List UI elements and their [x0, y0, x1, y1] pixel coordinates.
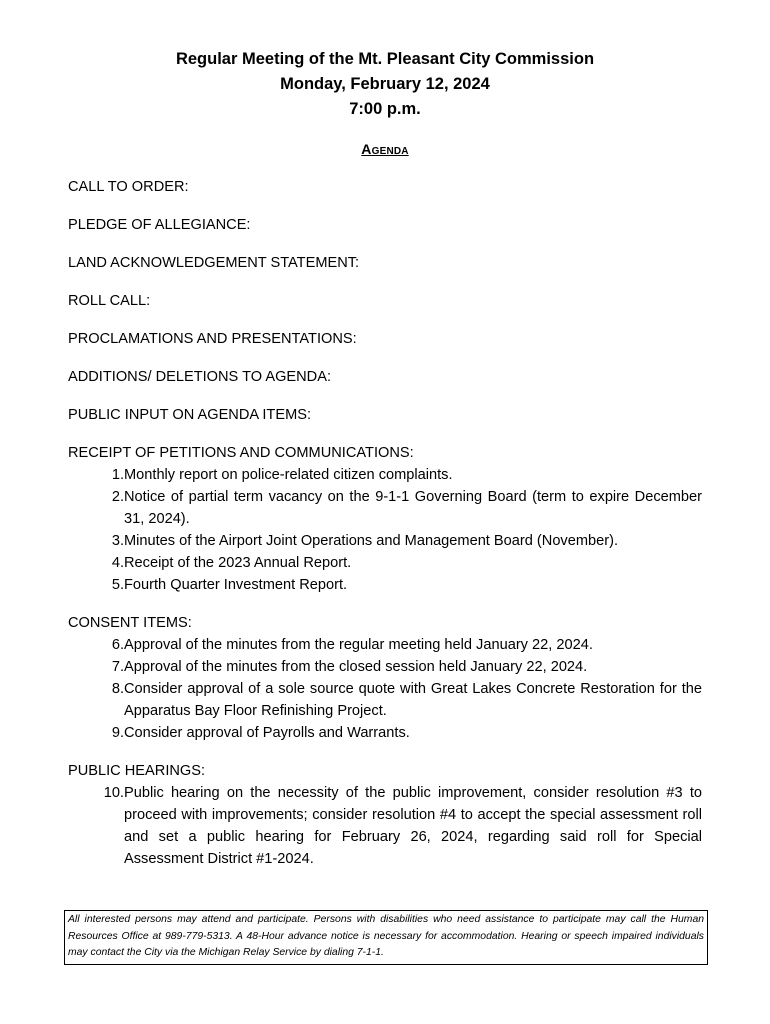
section-title: PUBLIC HEARINGS: — [68, 763, 206, 779]
item-text: Consider approval of a sole source quote with Great Lakes Concrete Restoration for the Apparatus Bay Floor Refinishing Project. — [124, 681, 702, 719]
section-title: LAND ACKNOWLEDGEMENT STATEMENT: — [68, 255, 360, 271]
item-text: Notice of partial term vacancy on the 9-1-1 Governing Board (term to expire December 31, 2024). — [124, 489, 702, 527]
list-item — [68, 552, 702, 574]
meeting-date: Monday, February 12, 2024 — [280, 75, 490, 93]
section-roll-call — [68, 290, 702, 312]
section-call-to-order — [68, 176, 702, 198]
section-title: RECEIPT OF PETITIONS AND COMMUNICATIONS: — [68, 445, 414, 461]
list-item — [68, 678, 702, 722]
item-text: Approval of the minutes from the regular meeting held January 22, 2024. — [124, 637, 593, 653]
section-additions-deletions — [68, 366, 702, 388]
list-item — [68, 574, 702, 596]
list-item — [68, 722, 702, 744]
section-land-acknowledgement — [68, 252, 702, 274]
consent-items-list — [68, 634, 702, 744]
agenda-heading — [0, 141, 770, 157]
agenda-body — [68, 176, 702, 886]
section-pledge — [68, 214, 702, 236]
section-receipt-of-petitions — [68, 442, 702, 596]
item-text: Consider approval of Payrolls and Warrants. — [124, 725, 410, 741]
section-public-input — [68, 404, 702, 426]
meeting-header — [0, 47, 770, 122]
item-number: 4. — [111, 555, 124, 571]
list-item — [68, 656, 702, 678]
section-title: PLEDGE OF ALLEGIANCE: — [68, 217, 251, 233]
meeting-title: Regular Meeting of the Mt. Pleasant City Commission — [175, 50, 595, 68]
list-item — [68, 530, 702, 552]
list-item — [68, 782, 702, 870]
section-title: PUBLIC INPUT ON AGENDA ITEMS: — [68, 407, 312, 423]
section-title: PROCLAMATIONS AND PRESENTATIONS: — [68, 331, 357, 347]
meeting-time: 7:00 p.m. — [349, 100, 421, 118]
item-text: Fourth Quarter Investment Report. — [124, 577, 348, 593]
item-number: 2. — [111, 489, 124, 505]
receipt-items-list — [68, 464, 702, 596]
item-text: Public hearing on the necessity of the public improvement, consider resolution #3 to proceed with improvements; consider resolution #4 to accept the special assessment roll and set a public hearing for February 26, 2024, regarding said roll for Special Assessment District #1-2024. — [124, 785, 702, 867]
section-consent-items — [68, 612, 702, 744]
item-number: 7. — [111, 659, 124, 675]
item-text: Approval of the minutes from the closed session held January 22, 2024. — [124, 659, 588, 675]
agenda-heading-text: Agenda — [361, 141, 409, 157]
item-number: 5. — [111, 577, 124, 593]
list-item — [68, 634, 702, 656]
item-text: Monthly report on police-related citizen complaints. — [124, 467, 453, 483]
item-number: 8. — [111, 681, 124, 697]
list-item — [68, 464, 702, 486]
section-title: ADDITIONS/ DELETIONS TO AGENDA: — [68, 369, 332, 385]
section-title: CONSENT ITEMS: — [68, 615, 192, 631]
section-title: CALL TO ORDER: — [68, 179, 189, 195]
item-number: 1. — [111, 467, 124, 483]
section-title: ROLL CALL: — [68, 293, 151, 309]
list-item — [68, 486, 702, 530]
item-text: Receipt of the 2023 Annual Report. — [124, 555, 352, 571]
hearings-items-list — [68, 782, 702, 870]
item-number: 9. — [111, 725, 124, 741]
item-number: 6. — [111, 637, 124, 653]
section-proclamations — [68, 328, 702, 350]
item-number: 3. — [111, 533, 124, 549]
item-text: Minutes of the Airport Joint Operations and Management Board (November). — [124, 533, 619, 549]
accessibility-notice: All interested persons may attend and participate. Persons with disabilities who need assistance to participate may call the Human Resources Office at 989-779-5313. A 48-Hour advance notice is necessary for accommodation. Hearing or speech impaired individuals may contact the City via the Michigan Relay Service by dialing 7-1-1. — [64, 910, 708, 965]
item-number: 10. — [103, 785, 124, 801]
section-public-hearings — [68, 760, 702, 870]
